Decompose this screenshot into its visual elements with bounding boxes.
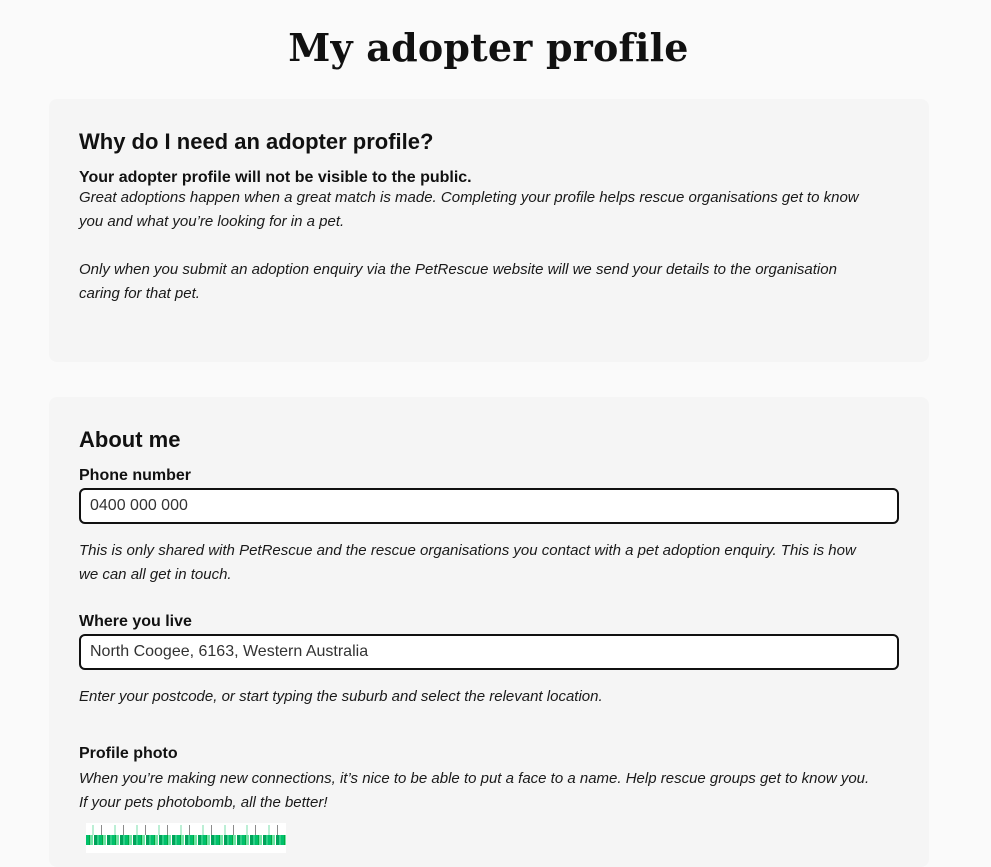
phone-help-line-1: This is only shared with PetRescue and the rescue organisations you contact with a pet adoption enquiry. This is how (79, 542, 856, 559)
profile-photo-help-line-1: When you’re making new connections, it’s nice to be able to put a face to a name. Help rescue groups get to know you. (79, 770, 870, 787)
page-title: My adopter profile (288, 25, 689, 70)
location-help: Enter your postcode, or start typing the suburb and select the relevant location. (79, 688, 603, 705)
about-me-heading: About me (79, 427, 181, 452)
location-input[interactable] (79, 634, 899, 670)
why-paragraph-1-line-2: you and what you’re looking for in a pet. (79, 213, 345, 230)
profile-photo-thumbnail[interactable] (86, 823, 286, 853)
phone-number-label: Phone number (79, 467, 192, 484)
profile-photo-image (86, 835, 286, 845)
why-paragraph-1-line-1: Great adoptions happen when a great match is made. Completing your profile helps rescue organisations get to know (79, 189, 859, 206)
phone-help-line-2: we can all get in touch. (79, 566, 232, 583)
profile-photo-label: Profile photo (79, 745, 178, 762)
where-you-live-label: Where you live (79, 613, 192, 630)
phone-number-input[interactable] (79, 488, 899, 524)
why-paragraph-2-line-1: Only when you submit an adoption enquiry via the PetRescue website will we send your details to the organisation (79, 261, 837, 278)
why-paragraph-2-line-2: caring for that pet. (79, 285, 200, 302)
profile-photo-image-top (86, 825, 286, 835)
why-profile-heading: Why do I need an adopter profile? (79, 129, 434, 154)
profile-photo-help-line-2: If your pets photobomb, all the better! (79, 794, 328, 811)
visibility-note: Your adopter profile will not be visible to the public. (79, 169, 472, 186)
